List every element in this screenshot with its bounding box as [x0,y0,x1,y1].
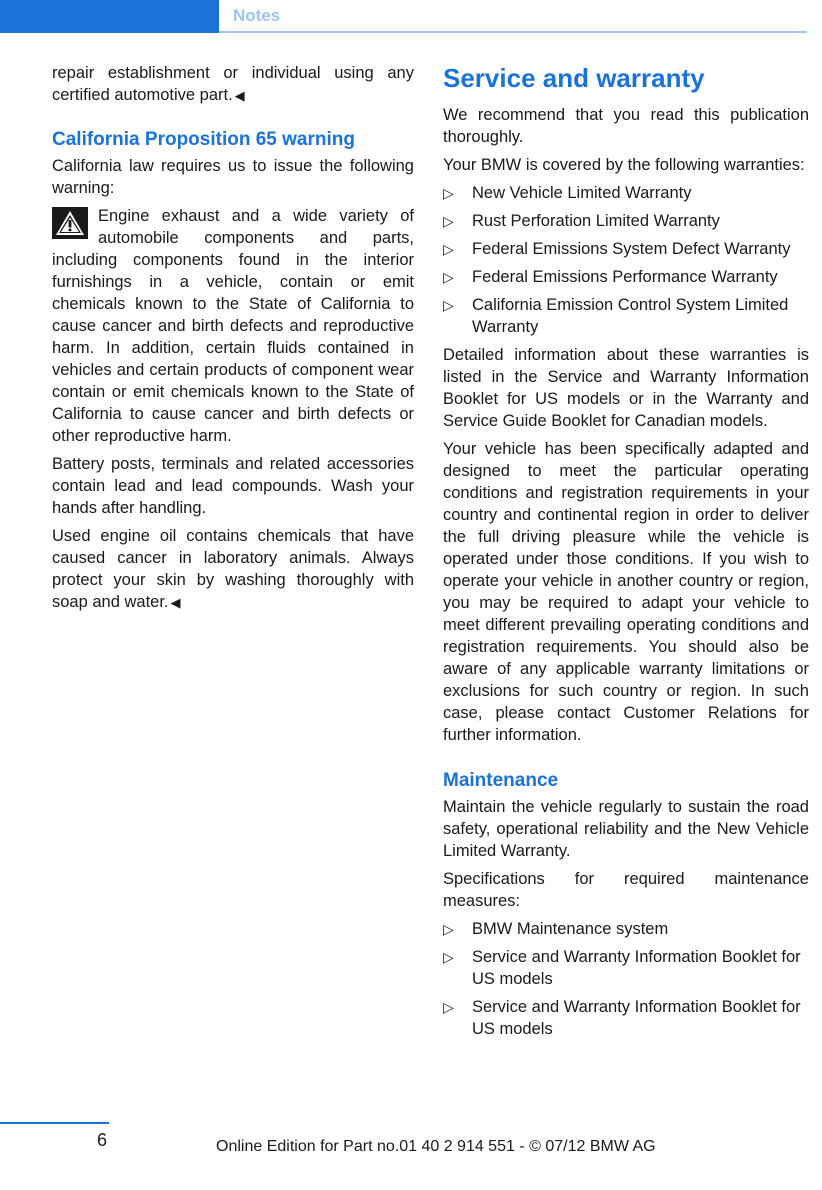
triangle-bullet-icon: ▷ [443,999,454,1015]
triangle-bullet-icon: ▷ [443,213,454,229]
list-item: ▷ Service and Warranty Information Booklet for US models [443,998,801,1038]
triangle-bullet-icon: ▷ [443,241,454,257]
detailed-paragraph: Detailed information about these warranties is listed in the Service and Warranty Information Booklet for US models or in the Warranty and Service Guide Booklet for Canadian models. [443,346,809,430]
header-rule [219,31,807,33]
footer-rule [0,1122,109,1124]
page-heading: Service and warranty [443,63,705,93]
triangle-bullet-icon: ▷ [443,921,454,937]
list-item: ▷ Service and Warranty Information Booklet for US models [443,948,801,988]
oil-paragraph: Used engine oil contains chemicals that have caused cancer in laboratory animals. Always protect your skin by washing thoroughly with soap and water. ◀ [52,527,414,611]
triangle-bullet-icon: ▷ [443,269,454,285]
battery-paragraph: Battery posts, terminals and related accessories contain lead and lead compounds. Wash your hands after handling. [52,455,414,517]
triangle-bullet-icon: ▷ [443,185,454,201]
end-mark-icon: ◀ [234,88,245,103]
adapted-paragraph: Your vehicle has been specifically adapted and designed to meet the particular operating conditions and registration requirements in your country and continental region in order to deliver the full driving pleasure while the vehicle is operated under those conditions. If you wish to operate your vehicle in another country or region, you may be required to adapt your vehicle to meet different prevailing operating conditions and registration requirements. You should also be aware of any applicable warranty limitations or exclusions for such country or region. In such case, please contact Customer Relations for further information. [443,440,809,744]
prop65-intro: California law requires us to issue the following warning: [52,157,414,197]
intro-paragraph: repair establishment or individual using any certified automotive part. ◀ [52,64,414,104]
page-number: 6 [97,1130,108,1150]
footer-edition: Online Edition for Part no.01 40 2 914 551 - © 07/12 BMW AG [216,1138,656,1155]
section-title: Notes [233,6,281,25]
triangle-bullet-icon: ▷ [443,949,454,965]
warning-triangle-icon [52,207,88,239]
recommend-paragraph: We recommend that you read this publication thoroughly. [443,106,809,146]
warning-block [52,205,414,447]
maintenance-list [443,918,809,1040]
specs-paragraph: Specifications for required maintenance measures: [443,870,809,910]
list-item: ▷ Rust Perforation Limited Warranty [443,212,720,230]
prop65-heading: California Proposition 65 warning [52,129,355,150]
list-item: ▷ Federal Emissions Performance Warranty [443,268,778,286]
maintenance-paragraph: Maintain the vehicle regularly to sustain the road safety, operational reliability and the New Vehicle Limited Warranty. [443,798,809,860]
right-column [443,62,809,1046]
triangle-bullet-icon: ▷ [443,297,454,313]
covered-paragraph: Your BMW is covered by the following warranties: [443,156,805,174]
end-mark-icon: ◀ [170,595,181,610]
warning-text: Engine exhaust and a wide variety of automobile components and parts, including components found in the interior furnishings in a vehicle, contain or emit chemicals known to the State of California to cause cancer and birth defects and reproductive harm. In addition, certain fluids contained in vehicles and certain products of component wear contain or emit chemicals known to the State of California to cause cancer and birth defects or other reproductive harm. [52,207,414,445]
list-item: ▷ Federal Emissions System Defect Warranty [443,240,791,258]
maintenance-heading: Maintenance [443,770,559,791]
left-column [52,62,414,620]
list-item: ▷ California Emission Control System Limited Warranty [443,296,789,336]
list-item: ▷ BMW Maintenance system [443,920,669,938]
warranty-list [443,182,809,338]
header-bar [0,0,219,33]
list-item: ▷ New Vehicle Limited Warranty [443,184,692,202]
